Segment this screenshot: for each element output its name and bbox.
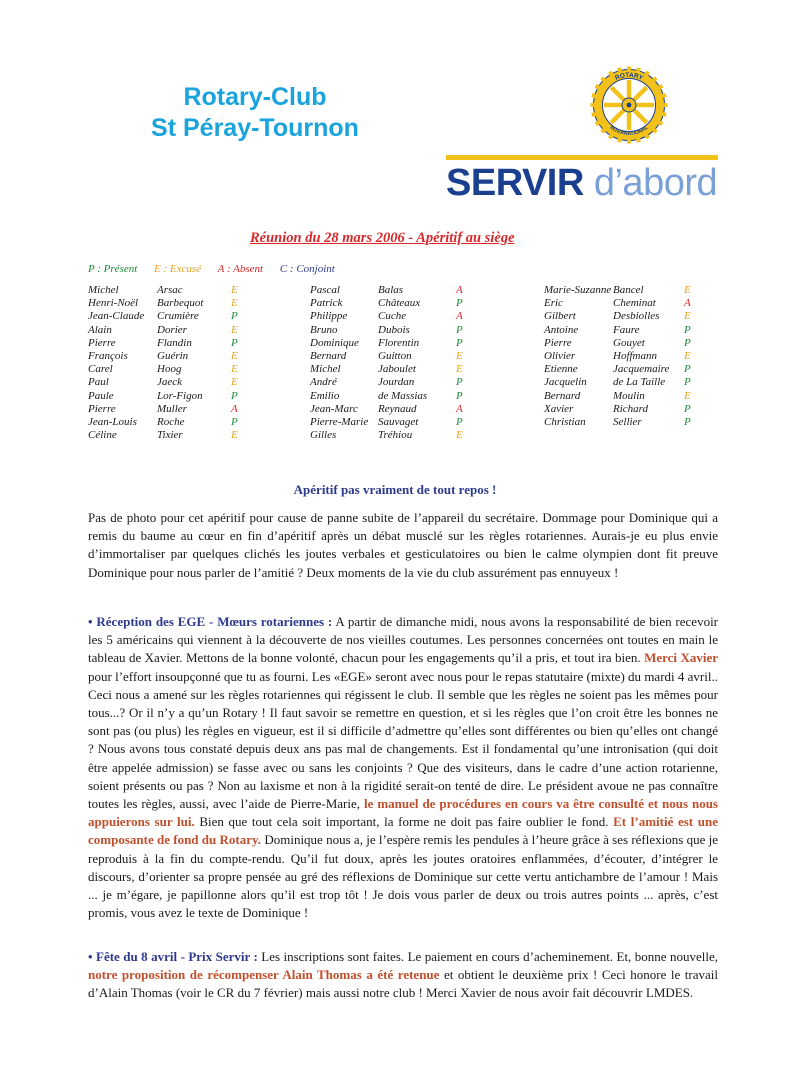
member-first-name: Bernard (310, 349, 347, 362)
body-text: Les inscriptions sont faites. Le paiement en cours d’acheminement. Et, bonne nouvelle, (257, 949, 718, 964)
member-first-name: Jean-Louis (88, 415, 137, 428)
member-last-name: Jourdan (378, 376, 415, 389)
paragraph-intro (88, 509, 718, 582)
member-last-name: Lor-Figon (157, 389, 203, 402)
member-status: P (231, 389, 238, 402)
motto (446, 160, 718, 206)
motto-bold: SERVIR (446, 162, 584, 204)
member-last-name: Jaeck (157, 376, 183, 389)
club-name-line1: Rotary-Club (183, 83, 327, 111)
member-last-name: Richard (613, 402, 649, 415)
member-first-name: Marie-Suzanne (544, 284, 612, 296)
wheel-keyway (627, 103, 632, 108)
member-status: P (684, 415, 691, 428)
paragraph-heading: • Réception des EGE - Mœurs rotariennes : (88, 614, 333, 629)
member-status: E (456, 363, 463, 376)
member-last-name: Hoog (157, 363, 182, 376)
member-last-name: Dorier (157, 323, 187, 336)
member-first-name: Patrick (310, 297, 343, 310)
member-last-name: Florentin (378, 336, 420, 349)
club-name (110, 82, 400, 144)
member-status: E (231, 429, 238, 442)
body-text: Bien que tout cela soit important, la forme ne doit pas faire oublier le fond. (194, 814, 614, 830)
member-last-name: Barbequot (157, 297, 204, 310)
member-last-name: Muller (157, 402, 187, 415)
member-status: E (231, 284, 238, 296)
member-first-name: Etienne (544, 363, 578, 376)
member-last-name: de La Taille (613, 376, 666, 389)
member-first-name: Antoine (544, 323, 579, 336)
member-last-name: Reynaud (378, 402, 417, 415)
member-status: P (684, 363, 691, 376)
member-first-name: Pierre-Marie (310, 415, 369, 428)
body-text: Pas de photo pour cet apéritif pour cause de panne subite de l’appareil du secrétaire. Dommage pour Dominique qui a remis du baume au cœur en fin d’apéritif après un débat musclé sur les règles rotariennes. Aurais-je eu plus envie d’immortaliser par quelques clichés les joutes verbales et gesticulatoires ou bien le calme olympien dont fit preuve Dominique pour nous parler de l’amitié ? Deux moments de la vie du club assurément pas ennuyeux ! (88, 510, 718, 580)
member-last-name: Cheminat (613, 297, 656, 310)
member-last-name: Flandin (157, 336, 192, 349)
member-first-name: André (310, 376, 337, 389)
legend-excused: E : Excusé (154, 263, 202, 275)
member-status: P (231, 310, 238, 323)
member-first-name: Eric (544, 297, 563, 310)
member-first-name: Paul (88, 376, 109, 389)
member-first-name: Céline (88, 429, 117, 442)
motto-light: d’abord (593, 162, 718, 204)
member-status: P (684, 402, 691, 415)
member-first-name: Jacquelin (544, 376, 587, 389)
member-last-name: Bancel (613, 284, 644, 296)
member-last-name: Sellier (613, 415, 642, 428)
legend-spouse: C : Conjoint (279, 263, 335, 275)
highlight-text: notre proposition de récompenser Alain Thomas a été retenue (88, 967, 440, 983)
member-first-name: Henri-Noël (88, 297, 139, 310)
member-first-name: Jean-Marc (310, 402, 358, 415)
member-last-name: Jaboulet (378, 363, 416, 376)
member-status: E (456, 429, 463, 442)
member-first-name: Bernard (544, 389, 581, 402)
member-status: E (456, 349, 463, 362)
logo-text-bottom: INTERNATIONAL (608, 124, 650, 137)
member-first-name: Pascal (310, 284, 340, 296)
highlight-text: le manuel de procédures en cours va être consulté et nous nous appuierons sur lui. (88, 796, 718, 830)
member-last-name: de Massias (378, 389, 428, 402)
member-last-name: Guérin (157, 349, 189, 362)
member-first-name: Jean-Claude (88, 310, 145, 323)
member-status: A (456, 310, 463, 323)
member-first-name: Gilbert (544, 310, 576, 323)
member-first-name: Gilles (310, 429, 337, 442)
member-status: E (684, 310, 691, 323)
member-last-name: Balas (378, 284, 404, 296)
member-first-name: Carel (88, 363, 113, 376)
member-first-name: Emilio (310, 389, 340, 402)
body-text: Dominique nous a, je l’espère remis les pendules à l’heure grâce à ses réflexions que je reproduis à la fin du compte-rendu. Qu’il fut doux, après les joutes oratoires enflammées, d’écouter, d’intégrer le discours, d’orienter sa propre pensée au gré des réflexions de Dominique sur cette vertu antichambre de l’amour ! Mais ... je m’égare, je papillonne alors qu’il est trop tôt ! Je dois vous parler de deux ou trois autres points ... après, c’est promis, vous avez le texte de Dominique ! (88, 832, 718, 921)
member-last-name: Châteaux (378, 297, 421, 310)
paragraph-ege-reception (88, 613, 718, 922)
member-status: P (456, 376, 463, 389)
member-first-name: Pierre (88, 402, 116, 415)
member-status: P (684, 336, 691, 349)
member-last-name: Crumière (157, 310, 199, 323)
body-text: et obtient le deuxième prix ! Ceci honore le travail d’Alain Thomas (voir le CR du 7 février) mais aussi notre club ! Merci Xavier de nous avoir fait découvrir LMDES. (88, 967, 719, 1001)
member-last-name: Dubois (378, 323, 410, 336)
member-last-name: Hoffmann (613, 349, 657, 362)
member-first-name: Pierre (88, 336, 116, 349)
member-first-name: Alain (88, 323, 112, 336)
member-first-name: Xavier (544, 402, 574, 415)
member-first-name: Olivier (544, 349, 576, 362)
legend-absent: A : Absent (217, 263, 264, 275)
member-first-name: François (88, 349, 128, 362)
paragraph-heading: • Fête du 8 avril - Prix Servir : (88, 949, 258, 964)
member-last-name: Sauvaget (378, 415, 419, 428)
member-status: P (456, 389, 463, 402)
member-last-name: Roche (157, 415, 185, 428)
member-status: P (231, 336, 238, 349)
member-first-name: Paule (88, 389, 114, 402)
member-status: E (684, 349, 691, 362)
member-first-name: Christian (544, 415, 586, 428)
member-first-name: Pierre (544, 336, 572, 349)
member-status: P (684, 323, 691, 336)
member-last-name: Jacquemaire (613, 363, 670, 376)
member-status: P (684, 376, 691, 389)
wheel-tooth (591, 103, 595, 107)
member-last-name: Tréhiou (378, 429, 413, 442)
member-status: A (456, 284, 463, 296)
member-last-name: Faure (613, 323, 640, 336)
member-last-name: Desbiolles (613, 310, 660, 323)
highlight-text: Et l’amitié est une composante de fond du Rotary. (88, 814, 718, 848)
member-status: P (456, 336, 463, 349)
member-first-name: Michel (88, 284, 119, 296)
wheel-tooth (627, 67, 631, 71)
rotary-wheel-logo (589, 65, 669, 145)
member-last-name: Moulin (613, 389, 645, 402)
member-last-name: Cuche (378, 310, 407, 323)
member-status: P (456, 323, 463, 336)
meeting-title: Réunion du 28 mars 2006 - Apéritif au siège (250, 230, 515, 246)
member-status: P (456, 415, 463, 428)
member-status: A (456, 402, 463, 415)
member-status: E (231, 376, 238, 389)
member-first-name: Michel (310, 363, 341, 376)
legend-present: P : Présent (88, 263, 138, 275)
member-first-name: Bruno (310, 323, 338, 336)
body-text: pour l’effort insoupçonné que tu as fourni. Les «EGE» seront avec nous pour le repas statutaire (mixte) du mardi 4 avril.. Ceci nous a amené sur les règles rotariennes qui régissent le club. Il semble que les règles ne soient pas les mêmes pour tous...? Or il n’y a qu’un Rotary ! Il faut savoir se remettre en question, et si les règles que l’on croit être les bonnes ne sont pas (ou plus) les règles en vigueur, est il si difficile d’admettre qu’elles sont différentes ou bien qu’elles ont changé ? Nous avons tous constaté depuis deux ans pas mal de changements. Est il fondamental qu’une intronisation (qui doit être appelée admission) se fasse avec ou sans les conjoints ? Que des visiteurs, dans le cadre d’une action rotarienne, soient présents ou pas ? Non au laxisme et non à la rigidité serait-on tenté de dire. Le président avoue ne pas connaître toutes les règles, aussi, avec l’aide de Pierre-Marie, (88, 668, 718, 812)
member-status: A (684, 297, 691, 310)
member-status: E (231, 363, 238, 376)
member-status: A (231, 402, 238, 415)
wheel-tooth (664, 103, 668, 107)
member-status: E (684, 389, 691, 402)
member-status: P (231, 415, 238, 428)
member-status: P (456, 297, 463, 310)
member-status: E (231, 323, 238, 336)
member-last-name: Gouyet (613, 336, 645, 349)
member-status: E (684, 284, 691, 296)
member-status: E (231, 297, 238, 310)
highlight-text: Merci Xavier (644, 650, 719, 666)
member-last-name: Tixier (157, 429, 183, 442)
member-last-name: Guitton (378, 349, 412, 362)
section-title: Apéritif pas vraiment de tout repos ! (293, 482, 497, 497)
attendance-legend (88, 263, 349, 275)
wheel-tooth (627, 140, 631, 144)
body-text: A partir de dimanche midi, nous avons la responsabilité de bien recevoir les 5 américains qui viennent à la découverte de nos vieilles coutumes. Les personnes concernées ont toutes en main le tableau de Xavier. Mettons de la bonne volonté, chacun pour les engagements qu’il a pris, et tout ira bien. (88, 614, 719, 666)
member-last-name: Arsac (157, 284, 183, 296)
paragraph-prix-servir (88, 948, 718, 1003)
member-first-name: Dominique (310, 336, 359, 349)
club-name-line2: St Péray-Tournon (151, 114, 359, 142)
member-status: E (231, 349, 238, 362)
member-first-name: Philippe (310, 310, 348, 323)
logo-text-top: ROTARY (614, 71, 644, 82)
